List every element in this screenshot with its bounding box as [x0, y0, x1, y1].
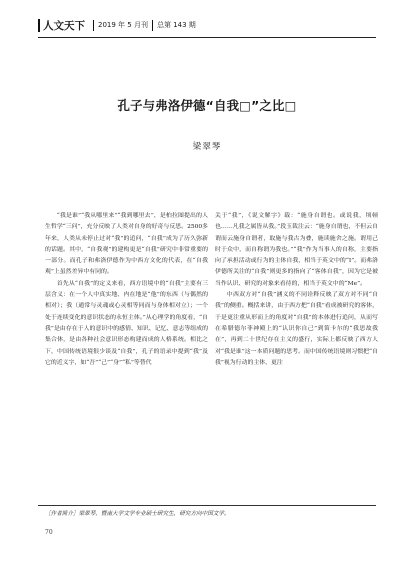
body-paragraph: 首先从“自我”的定义来看，西方语境中的“自我”主要有三层含义：在一个人中真实地、内在地是“他”的东西（与偶然的相对）；我（通常与灵魂或心灵相等同而与身体相对立）；一个处于连续变化的意识状态的永恒主体。”从心理学的角度看，“自我”是由存在于人的意识中的感情、知识、记忆、意志等组成的集合体，是由各种社会意识形态构建而成的人格系统。相比之下，中国传统语境很少谈及“自我”，孔子的语录中提到“我”及它的近义字，如“吾”“己”“身”“私”等替代: [45, 280, 208, 366]
body-paragraph: “我是谁”“我从哪里来”“我到哪里去”，是柏拉图提出的人生哲学“三问”，充分反映了人类对自身的好奇与反思。2500多年来，人类从未停止过对“我”的追问，“自我”成为了历久弥新的话题。其中，“自我观”的建构更是“自我”研究中非常重要的一部分。而孔子和弗洛伊德作为中西方文化的代表，在“自我观”上虽然差异中有同的。: [45, 213, 208, 276]
footnote-rule: [38, 505, 376, 506]
body-paragraph: 关于“我”，《说文解字》载：“施身自谓也。或说我，顷顿也……凡我之属皆从我。”段玉裁注云：“施身自谓也，不但云自谓而云施身自谓者，取施与我古为叠，施读施舍之施。谓用己时于众中，而自称谓为我也。”“我”作为当事人的自称，主要指向了承担活动或行为的主体自我，相当于英文中的“I”。而弗洛伊德所关注的“自我”则更多的指向了“客体自我”，因为它是被当作认识、研究的对象来看待的，相当于英文中的“Me”。: [215, 213, 378, 287]
running-header: [38, 16, 378, 34]
journal-name: 人文天下: [43, 19, 85, 32]
author-footnote: ［作者简介］梁翠琴，暨南大学文学专业硕士研究生，研究方向中国文学。: [45, 511, 230, 517]
total-issue-label: 总第 143 期: [156, 21, 196, 29]
body-column-left: [45, 211, 208, 369]
article-author: 梁翠琴: [192, 142, 222, 152]
issue-label: 2019 年 5 月刊: [98, 21, 148, 29]
page-number: 70: [45, 529, 53, 536]
header-separator: [93, 20, 94, 31]
article-title: 孔子与弗洛伊德“自我□”之比□: [117, 98, 297, 113]
header-separator: [152, 20, 153, 31]
header-rule: [38, 37, 376, 38]
body-paragraph: 中西双方对“自我”涵义的不同诠释反映了双方对不同“自我”的侧重。概括来讲，由于西方把“自我”看成被研究的客体，于是更注重从形而上的角度对“自我”的本体进行追问，从而写在希腊德尔菲神殿上的“认识你自己”到笛卡尔的“我思故我在”，再到二十世纪存在主义的盛行，实际上都反映了西方人对“我是谁”这一本质问题的思考。而中国传统语境则习惯把“自我”视为行动的主体，更注: [215, 292, 378, 366]
header-bar: [38, 19, 40, 32]
body-column-right: [215, 211, 378, 369]
